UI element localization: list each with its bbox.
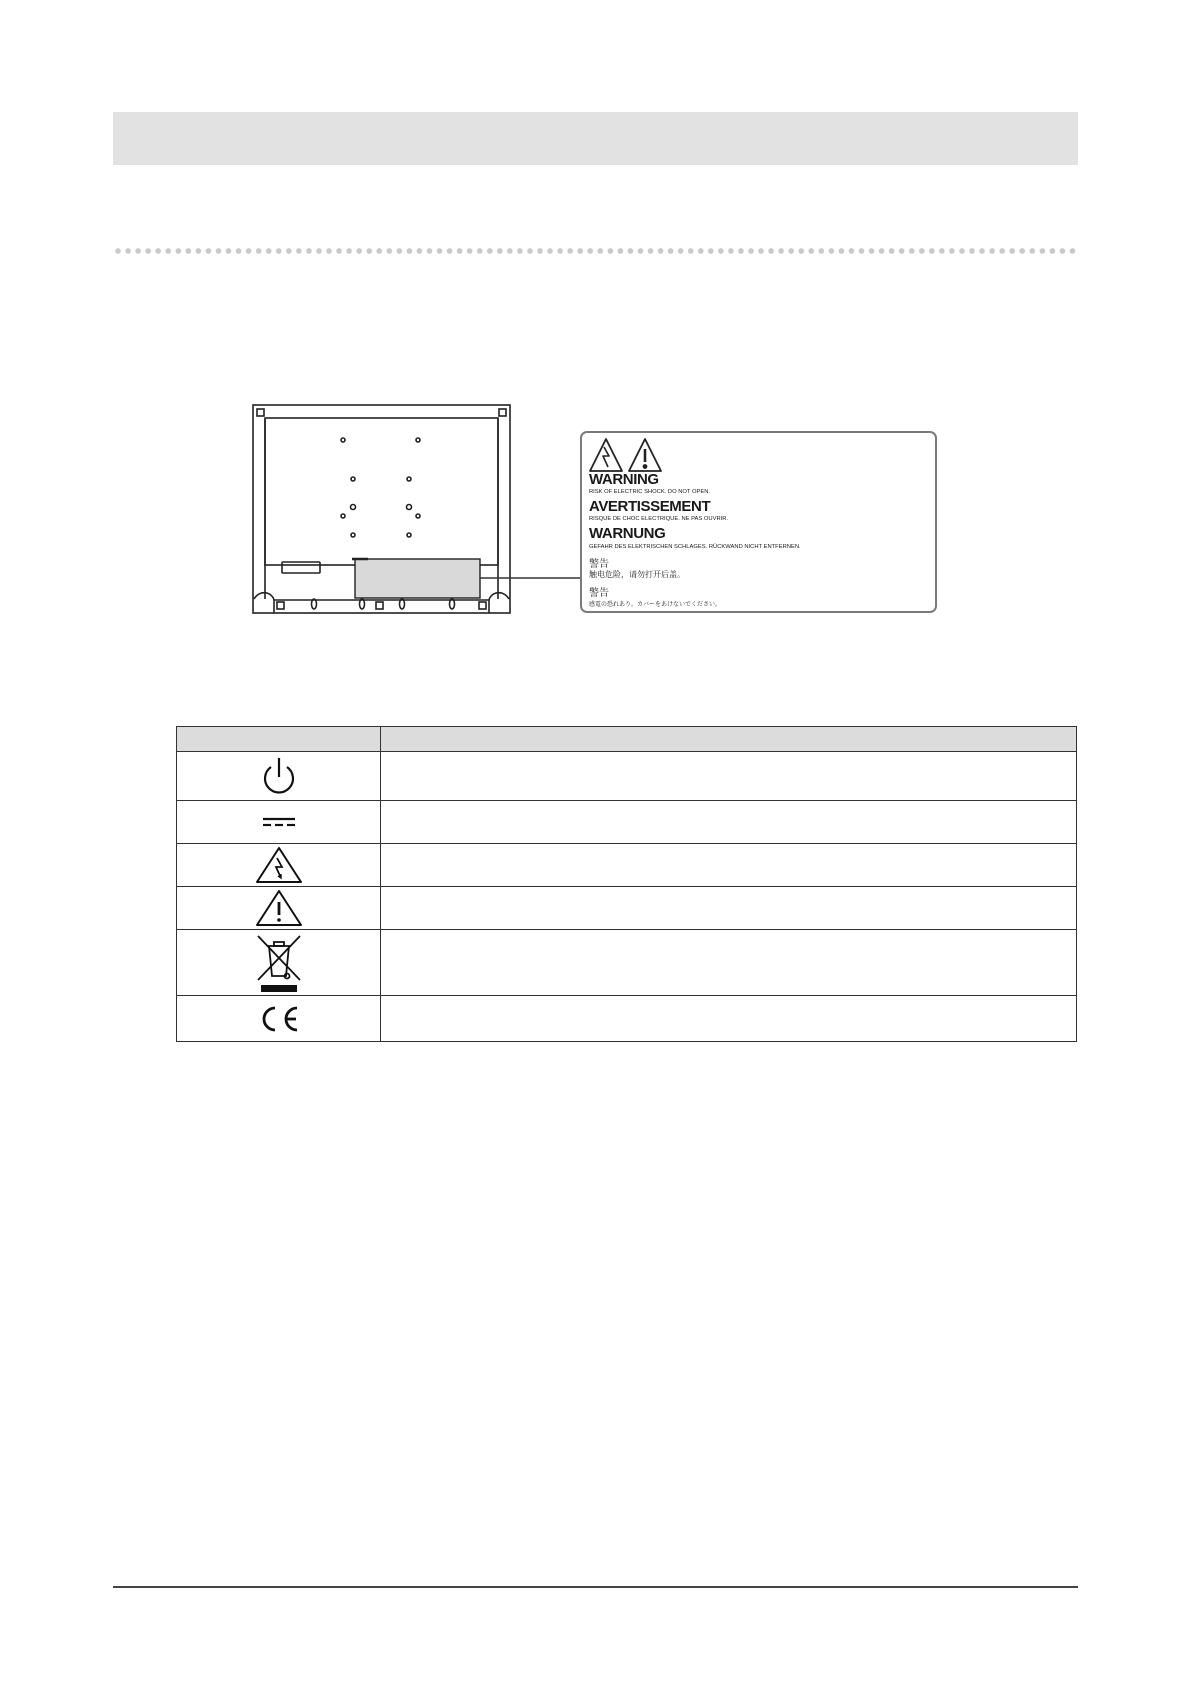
weee-crossed-bin-icon xyxy=(255,932,303,994)
description-cell xyxy=(381,801,1077,844)
footer-rule xyxy=(113,1586,1078,1588)
table-row xyxy=(177,844,1077,887)
warning-ja-heading: 警告 xyxy=(589,588,609,599)
symbol-cell xyxy=(177,887,381,930)
description-cell xyxy=(381,844,1077,887)
table-row xyxy=(177,930,1077,996)
warning-en-text: RISK OF ELECTRIC SHOCK. DO NOT OPEN. xyxy=(589,489,711,495)
table-header-row xyxy=(177,727,1077,752)
warning-label-icons xyxy=(589,437,669,473)
warning-label-callout xyxy=(580,431,937,613)
caution-exclamation-icon xyxy=(255,889,303,927)
symbol-cell xyxy=(177,930,381,996)
symbol-cell xyxy=(177,996,381,1042)
warning-zh-text: 触电危险，请勿打开后盖。 xyxy=(589,570,685,579)
symbol-cell xyxy=(177,752,381,801)
table-row xyxy=(177,801,1077,844)
description-cell xyxy=(381,887,1077,930)
warning-de-text: GEFAHR DES ELEKTRISCHEN SCHLAGES. RÜCKWAND NICHT ENTFERNEN. xyxy=(589,544,801,550)
warning-fr-text: RISQUE DE CHOC ELECTRIQUE. NE PAS OUVRIR. xyxy=(589,516,729,522)
warning-en-heading: WARNING xyxy=(589,471,659,488)
description-column-header xyxy=(381,727,1077,752)
table-row xyxy=(177,996,1077,1042)
direct-current-icon xyxy=(259,815,299,829)
symbol-column-header xyxy=(177,727,381,752)
description-cell xyxy=(381,930,1077,996)
symbol-cell xyxy=(177,801,381,844)
symbol-cell xyxy=(177,844,381,887)
description-cell xyxy=(381,996,1077,1042)
table-row xyxy=(177,887,1077,930)
dotted-divider xyxy=(113,247,1078,255)
warning-de-heading: WARNUNG xyxy=(589,525,666,542)
symbols-table xyxy=(176,726,1077,1042)
warning-ja-text: 感電の恐れあり。カバーをあけないでください。 xyxy=(589,601,722,608)
warning-zh-heading: 警告 xyxy=(589,559,609,570)
standby-power-icon xyxy=(259,755,299,797)
dangerous-voltage-icon xyxy=(255,846,303,884)
warning-fr-heading: AVERTISSEMENT xyxy=(589,498,711,515)
description-cell xyxy=(381,752,1077,801)
table-row xyxy=(177,752,1077,801)
section-header-band xyxy=(113,112,1078,165)
ce-mark-icon xyxy=(255,1004,303,1034)
electric-shock-triangle-icon xyxy=(590,439,622,471)
